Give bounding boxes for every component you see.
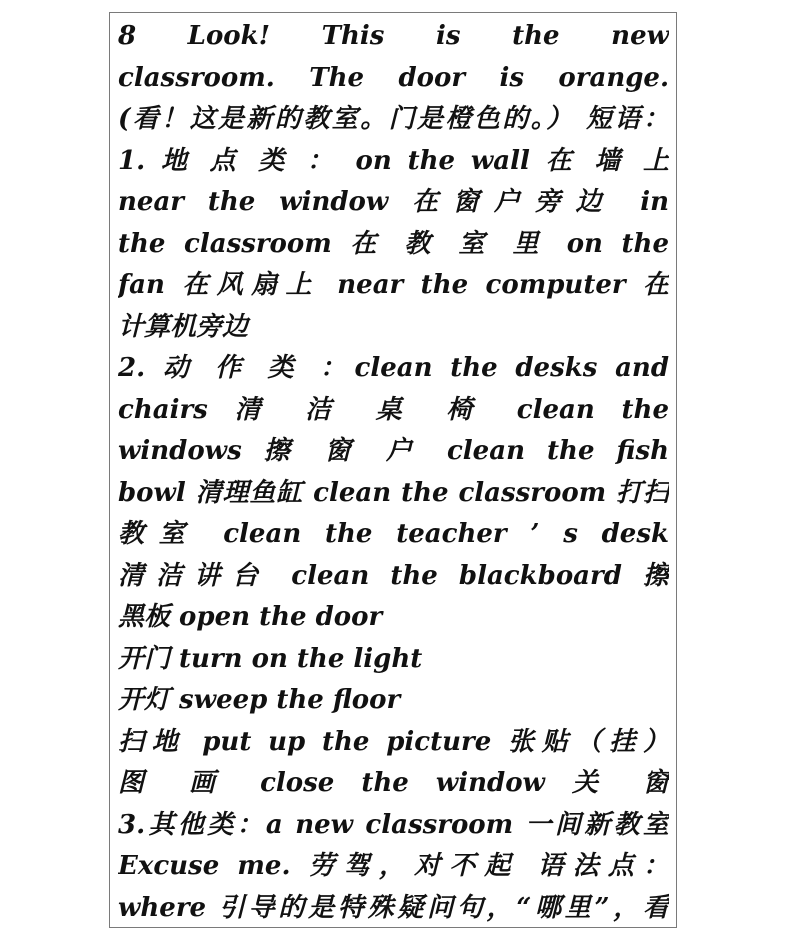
text-line: 8 Look! This is the new bbox=[118, 21, 669, 51]
text-line: near the window 在窗户旁边 in bbox=[118, 187, 669, 217]
text-line: 开门 turn on the light bbox=[118, 643, 423, 674]
text-line: chairs 清 洁 桌 椅 clean the bbox=[118, 394, 669, 425]
text-line: where 引导的是特殊疑问句，“哪里”，看 bbox=[118, 892, 669, 923]
text-line: (看！这是新的教室。门是橙色的。） 短语： bbox=[118, 104, 669, 134]
text-line: 2. 动 作 类 ：clean the desks and bbox=[118, 353, 669, 383]
text-line: classroom. The door is orange. bbox=[118, 62, 669, 93]
text-line: 图 画 close the window 关 窗 bbox=[118, 768, 669, 798]
text-line: 3.其他类：a new classroom 一间新教室 bbox=[118, 809, 669, 840]
text-line: the classroom 在 教 室 里 on the bbox=[118, 228, 669, 259]
text-line: 计算机旁边 bbox=[118, 311, 249, 342]
text-line: 开灯 sweep the floor bbox=[118, 685, 401, 715]
text-line: 扫地 put up the picture 张贴（挂） bbox=[118, 726, 669, 757]
document-text bbox=[118, 16, 669, 928]
text-line: Excuse me. 劳驾，对不起 语法点： bbox=[118, 851, 669, 881]
text-line: 教室 clean the teacher ’ s desk bbox=[118, 519, 669, 549]
text-line: fan 在风扇上 near the computer 在 bbox=[118, 270, 669, 300]
text-line: 清洁讲台 clean the blackboard 擦 bbox=[118, 560, 669, 591]
text-line: 1. 地 点 类 ： on the wall 在 墙 上 bbox=[118, 145, 669, 176]
document-page bbox=[109, 12, 677, 928]
text-line: windows 擦 窗 户 clean the fish bbox=[118, 436, 669, 466]
text-line: 黑板 open the door bbox=[118, 602, 383, 632]
text-line: bowl 清理鱼缸 clean the classroom 打扫 bbox=[118, 477, 669, 508]
